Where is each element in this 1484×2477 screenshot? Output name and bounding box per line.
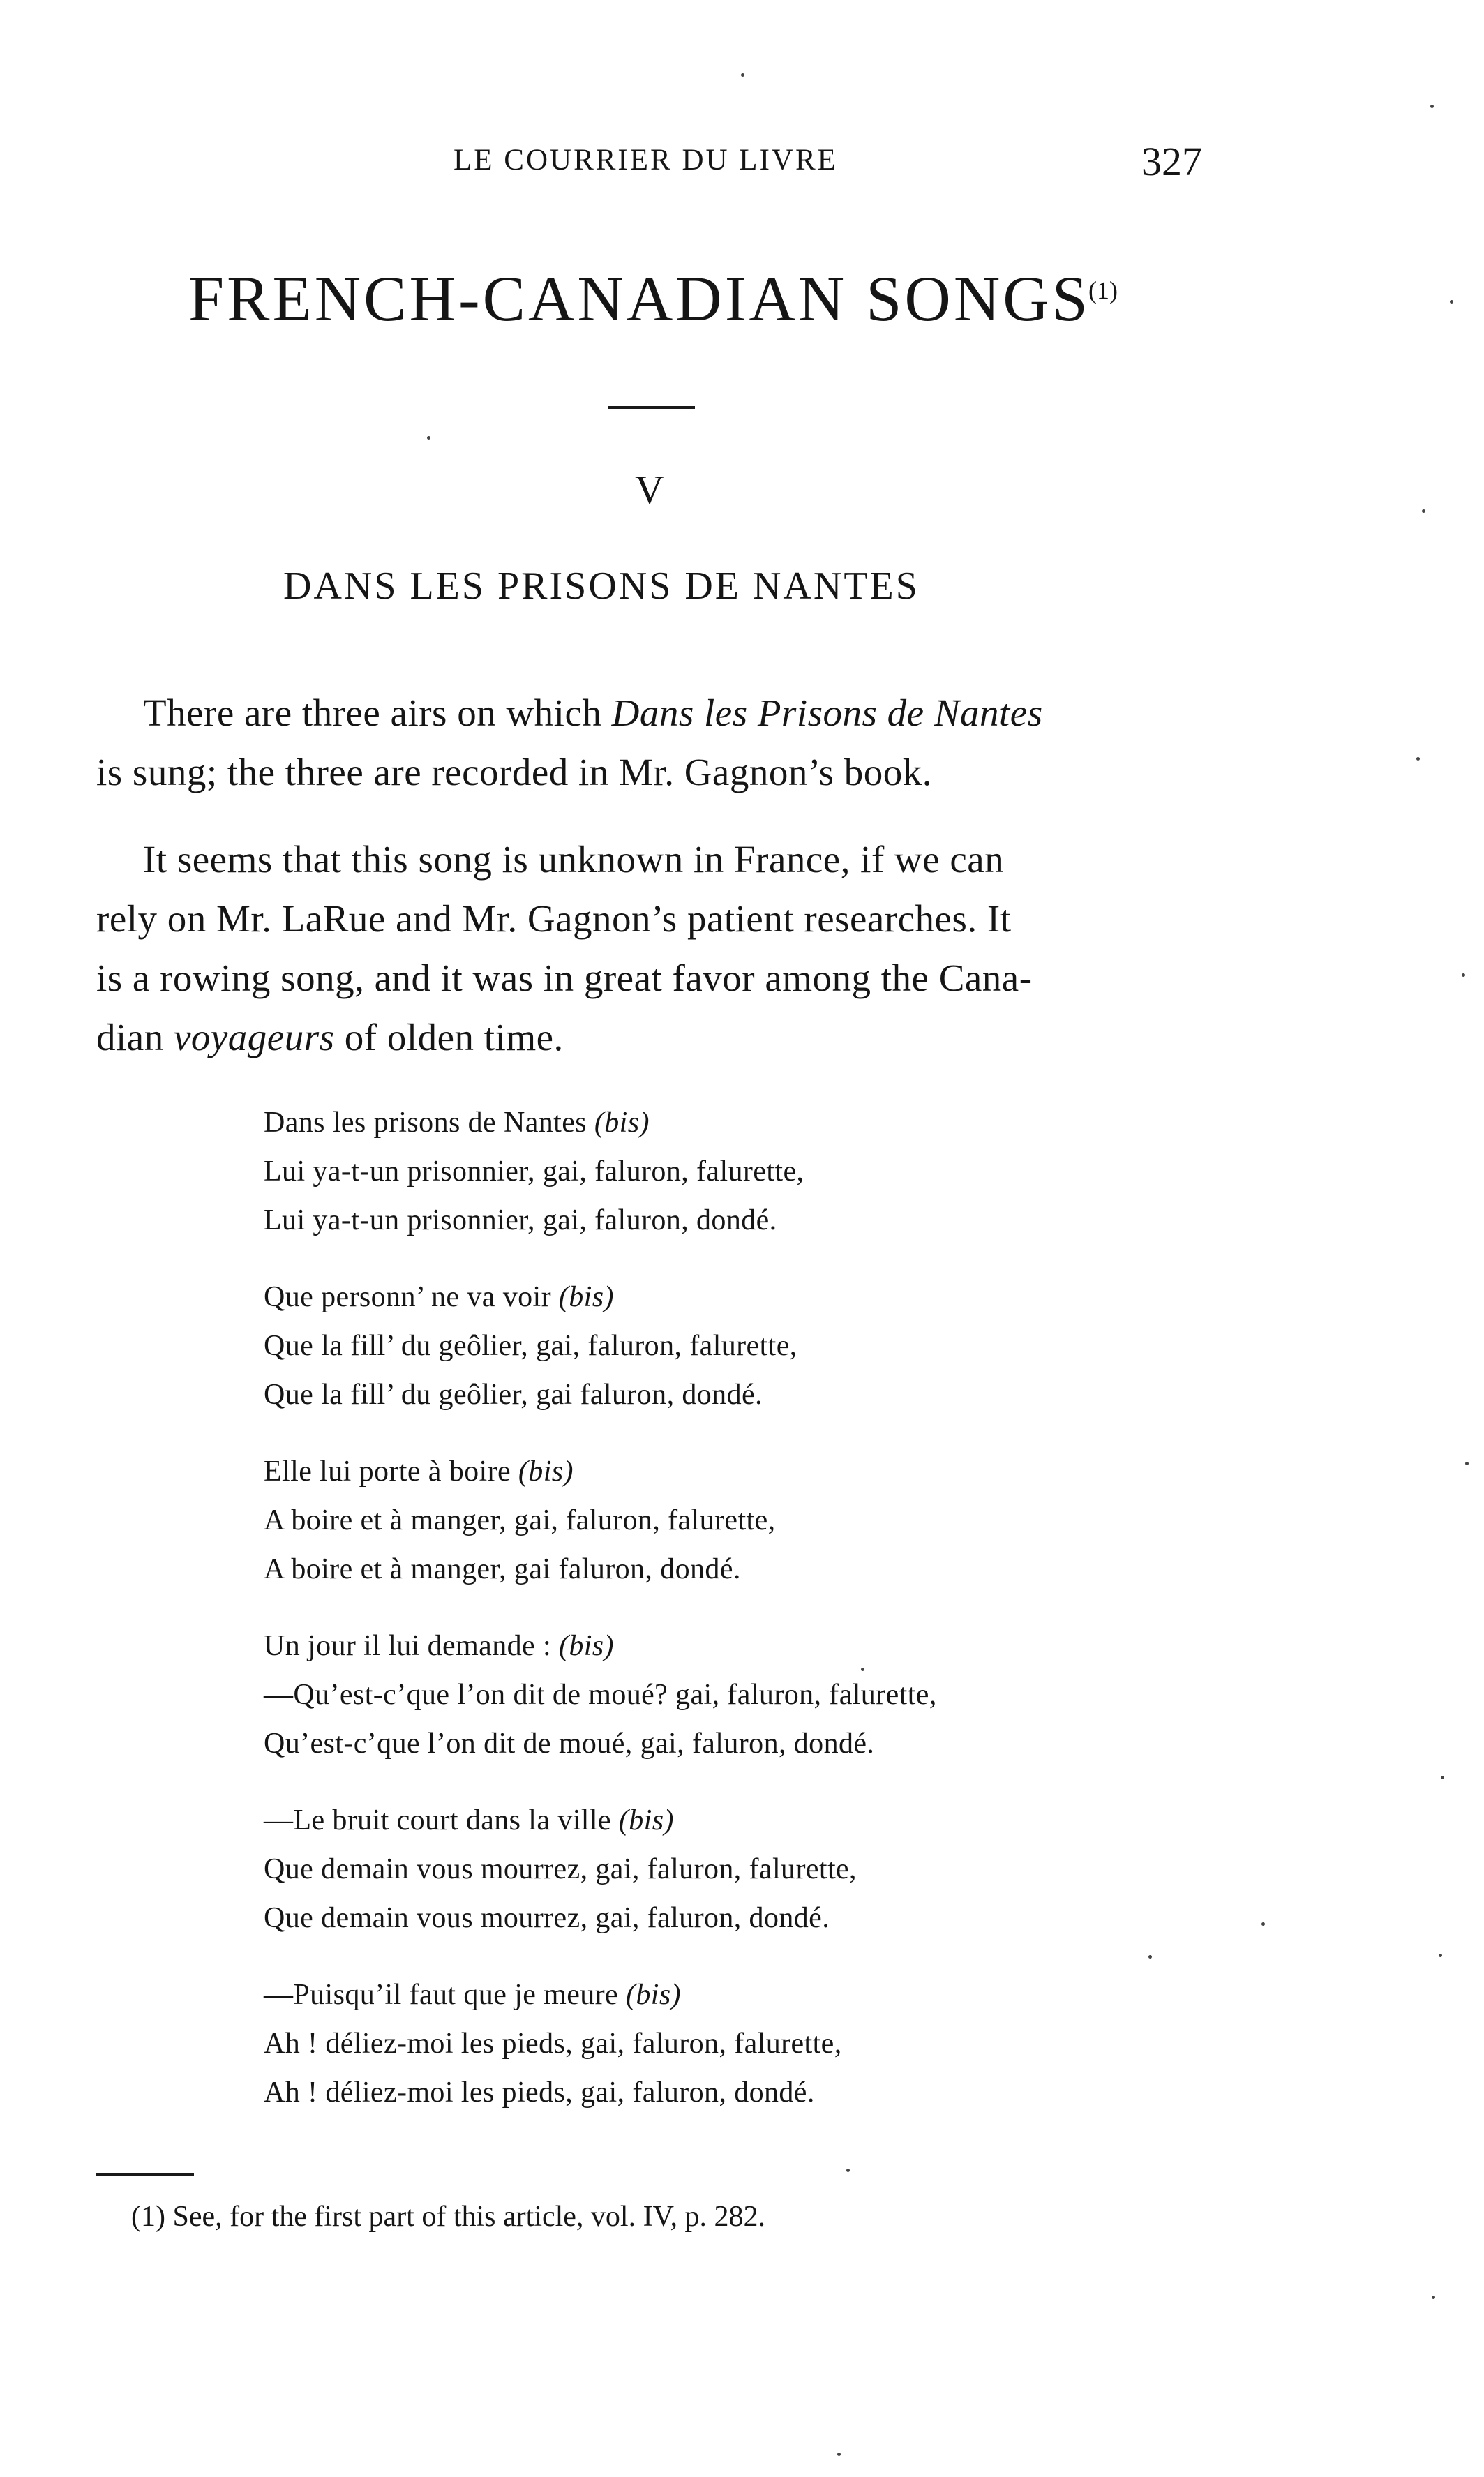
- title-footnote-marker: (1): [1088, 276, 1118, 304]
- scan-speck: [1439, 1954, 1442, 1957]
- scan-speck: [1422, 509, 1425, 513]
- paragraph-line: rely on Mr. LaRue and Mr. Gagnon’s patient researches. It: [96, 897, 1012, 940]
- scan-speck: [1261, 1922, 1265, 1926]
- paragraph-line: There are three airs on which Dans les Prisons de Nantes: [143, 691, 1043, 734]
- footnote: (1) See, for the first part of this article, vol. IV, p. 282.: [131, 2201, 766, 2233]
- verse-line: —Puisqu’il faut que je meure (bis): [264, 1979, 681, 2011]
- paragraph-line: is a rowing song, and it was in great favor among the Cana-: [96, 957, 1033, 999]
- voyageurs-italic: voyageurs: [173, 1016, 335, 1058]
- verse-line: Lui ya-t-un prisonnier, gai, faluron, falurette,: [264, 1155, 804, 1188]
- article-title: FRENCH-CANADIAN SONGS: [188, 263, 1090, 334]
- verse-line: Qu’est-c’que l’on dit de moué, gai, faluron, dondé.: [264, 1728, 875, 1760]
- scan-speck: [861, 1668, 864, 1671]
- scan-speck: [427, 436, 430, 440]
- scan-speck: [1430, 105, 1434, 108]
- paragraph-line: It seems that this song is unknown in France, if we can: [143, 838, 1005, 881]
- paragraph-line: is sung; the three are recorded in Mr. Gagnon’s book.: [96, 751, 933, 793]
- scan-speck: [1462, 973, 1465, 977]
- page-number: 327: [1141, 139, 1202, 184]
- verse-line: Elle lui porte à boire (bis): [264, 1455, 574, 1488]
- scan-speck: [846, 2169, 850, 2172]
- verse-line: Lui ya-t-un prisonnier, gai, faluron, dondé.: [264, 1204, 777, 1236]
- scan-speck: [1416, 757, 1420, 761]
- footnote-rule: [96, 2173, 194, 2176]
- verse-line: A boire et à manger, gai, faluron, falurette,: [264, 1504, 776, 1536]
- scan-speck: [1432, 2296, 1435, 2299]
- scan-speck: [1450, 300, 1453, 304]
- scan-speck: [1148, 1955, 1152, 1959]
- verse-line: Ah ! déliez-moi les pieds, gai, faluron, falurette,: [264, 2028, 842, 2060]
- running-head: LE COURRIER DU LIVRE: [454, 144, 838, 177]
- verse-line: Un jour il lui demande : (bis): [264, 1630, 614, 1662]
- verse-line: Dans les prisons de Nantes (bis): [264, 1107, 650, 1139]
- verse-line: —Qu’est-c’que l’on dit de moué? gai, faluron, falurette,: [264, 1679, 937, 1711]
- verse-line: Que demain vous mourrez, gai, faluron, dondé.: [264, 1902, 830, 1934]
- section-numeral: V: [635, 467, 664, 512]
- verse-line: Que personn’ ne va voir (bis): [264, 1281, 614, 1313]
- verse-line: Que la fill’ du geôlier, gai faluron, dondé.: [264, 1379, 763, 1411]
- paragraph-line: dian voyageurs of olden time.: [96, 1016, 564, 1058]
- scan-speck: [1441, 1776, 1444, 1779]
- verse-line: —Le bruit court dans la ville (bis): [264, 1804, 674, 1836]
- verse-line: A boire et à manger, gai faluron, dondé.: [264, 1553, 741, 1585]
- scan-speck: [837, 2453, 841, 2456]
- scan-speck: [741, 73, 744, 77]
- title-rule: [608, 406, 695, 409]
- section-heading: DANS LES PRISONS DE NANTES: [283, 564, 920, 608]
- verse-line: Ah ! déliez-moi les pieds, gai, faluron, dondé.: [264, 2076, 815, 2109]
- verse-line: Que la fill’ du geôlier, gai, faluron, falurette,: [264, 1330, 797, 1362]
- verse-line: Que demain vous mourrez, gai, faluron, falurette,: [264, 1853, 857, 1885]
- scan-speck: [1465, 1462, 1469, 1465]
- song-title-italic: Dans les Prisons de Nantes: [611, 691, 1043, 734]
